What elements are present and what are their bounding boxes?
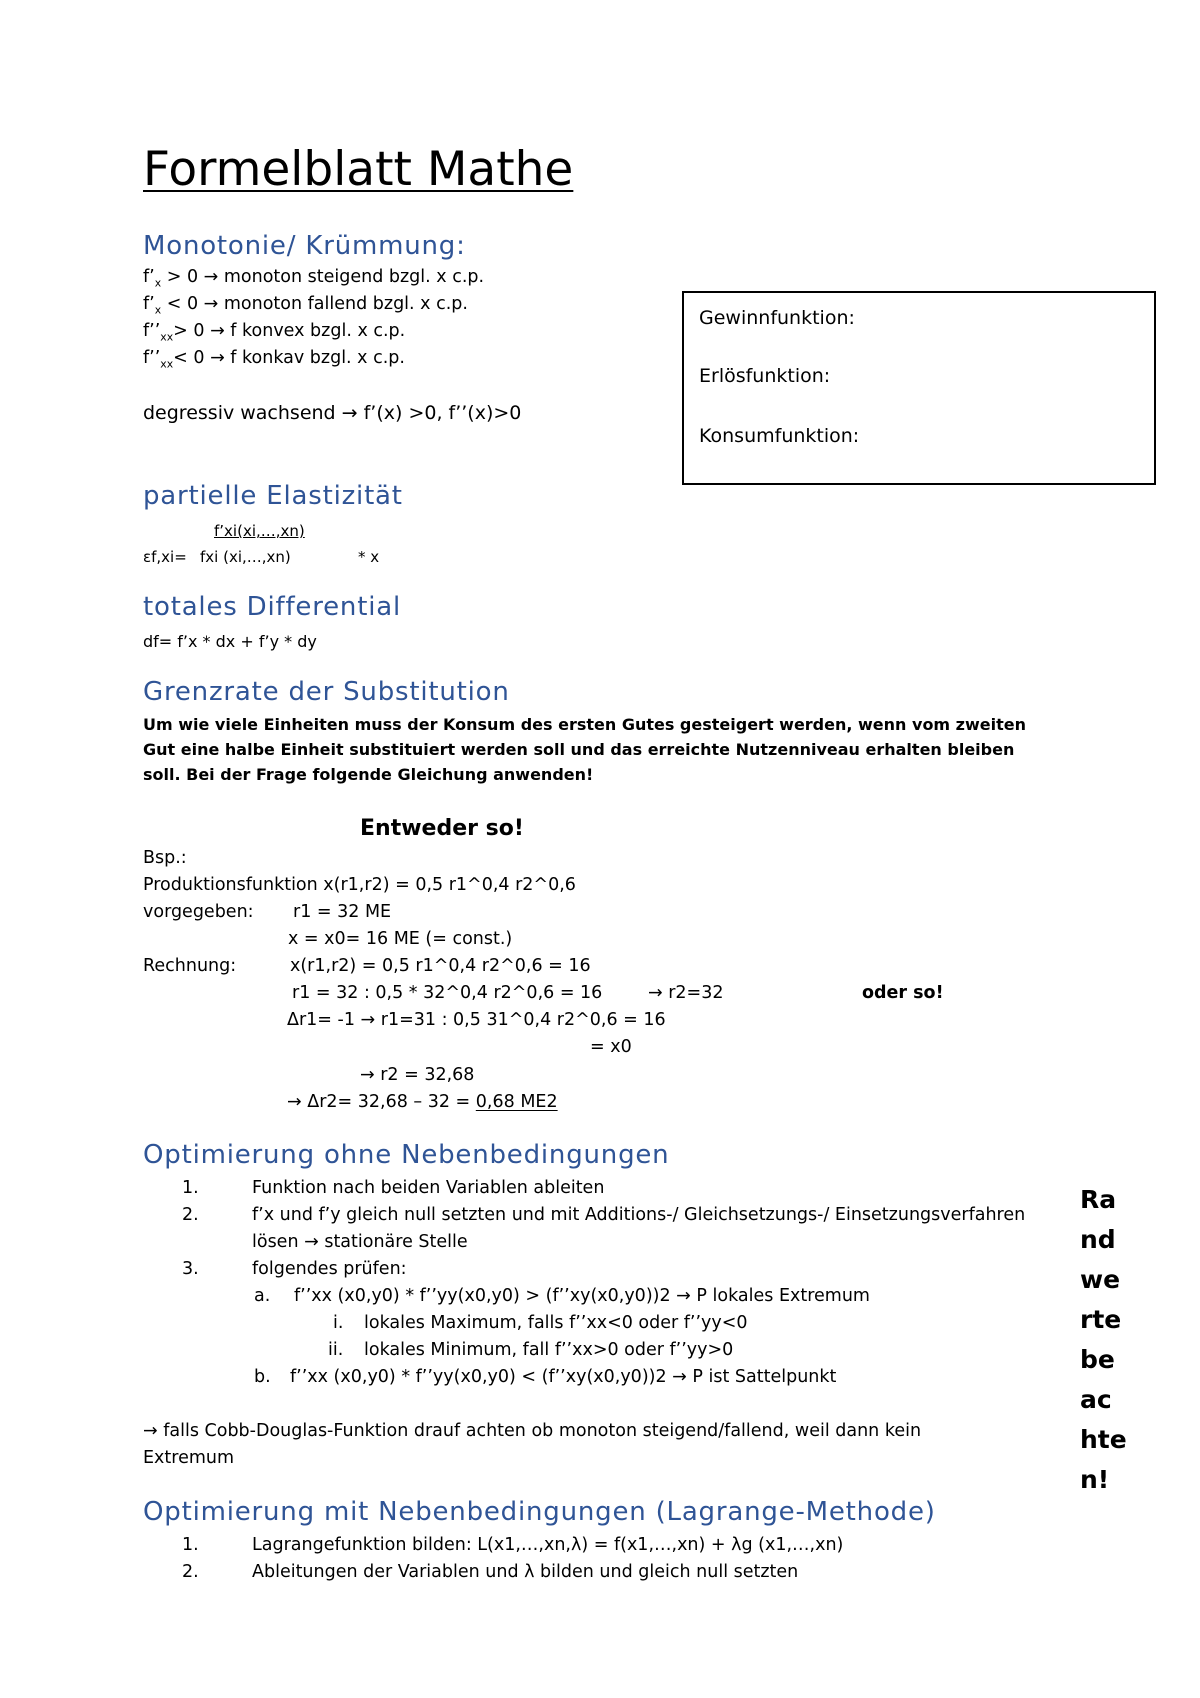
cobb-douglas-note: → falls Cobb-Douglas-Funktion drauf achten ob monoton steigend/fallend, weil dann kein <box>143 1421 922 1441</box>
elastizitaet-label: εf,xi= <box>143 548 187 566</box>
monotonie-line-1: $f’_x > 0$ → monoton steigend bzgl. x c.p. <box>143 267 485 290</box>
elastizitaet-denominator: fxi (xi,…,xn) <box>200 548 291 566</box>
grenzrate-paragraph: Um wie viele Einheiten muss der Konsum des ersten Gutes gesteigert werden, wenn vom zweiten Gut eine halbe Einheit substituiert werden soll und das erreichte Nutzenniveau erhalten bleiben soll. Bei der Frage folgende Gleichung anwenden! <box>143 715 1026 784</box>
oder-so: oder so! <box>862 983 944 1003</box>
sub-a-text: f’’xx (x0,y0) * f’’yy(x0,y0) > (f’’xy(x0,y0))2 → P lokales Extremum <box>294 1286 870 1306</box>
rechnung-line-3: Δr1= -1 → r1=31 : 0,5 31^0,4 r2^0,6 = 16 <box>287 1010 666 1030</box>
heading-monotonie: Monotonie/ Krümmung: <box>143 231 466 261</box>
sub-ii-text: lokales Minimum, fall f’’xx>0 oder f’’yy>0 <box>364 1340 734 1360</box>
sub-b-text: f’’xx (x0,y0) * f’’yy(x0,y0) < (f’’xy(x0,y0))2 → P ist Sattelpunkt <box>290 1367 837 1387</box>
degressiv-line: degressiv wachsend → f’(x) >0, f’’(x)>0 <box>143 402 522 424</box>
erloesfunktion-label: Erlösfunktion: <box>699 365 831 387</box>
heading-elastizitaet: partielle Elastizität <box>143 481 403 511</box>
mit-nb-item-1: 1. Lagrangefunktion bilden: L(x1,…,xn,λ) = f(x1,…,xn) + λg (x1,…,xn) <box>182 1535 844 1555</box>
randwerte-note: Ra nd we rte be ac hte n! <box>1080 1185 1127 1494</box>
heading-differential: totales Differential <box>143 592 401 622</box>
monotonie-line-2: $f’_x < 0$ → monoton fallend bzgl. x c.p. <box>143 294 468 317</box>
rechnung-label: Rechnung: <box>143 956 237 976</box>
rechnung-line-1: x(r1,r2) = 0,5 r1^0,4 r2^0,6 = 16 <box>290 956 591 976</box>
sub-i-label: i. <box>333 1313 344 1333</box>
monotonie-line-4: $f’’_{xx}< 0 \to f$ konkav bzgl. x c.p. <box>143 348 405 371</box>
ohne-nb-item-2b: lösen → stationäre Stelle <box>252 1232 468 1252</box>
vorgegeben-value: r1 = 32 ME <box>293 902 392 922</box>
ohne-nb-item-3: 3. folgendes prüfen: <box>182 1259 407 1279</box>
monotonie-line-3: $f’’_{xx}> 0 \to f$ konvex bzgl. x c.p. <box>143 321 406 344</box>
heading-mit-nb: Optimierung mit Nebenbedingungen (Lagrange-Methode) <box>143 1497 936 1527</box>
bsp-label: Bsp.: <box>143 848 187 868</box>
vorgegeben-label: vorgegeben: <box>143 902 254 922</box>
cobb-douglas-note-2: Extremum <box>143 1448 235 1468</box>
mit-nb-item-2: 2. Ableitungen der Variablen und λ bilden und gleich null setzten <box>182 1562 799 1582</box>
ohne-nb-item-2: 2. f’x und f’y gleich null setzten und mit Additions-/ Gleichsetzungs-/ Einsetzungsverfahren <box>182 1205 1026 1225</box>
eq-x0: = x0 <box>590 1037 632 1057</box>
rechnung-line-5: → Δr2= 32,68 – 32 = 0,68 ME2 <box>287 1092 558 1112</box>
heading-grenzrate: Grenzrate der Substitution <box>143 677 510 707</box>
page-title: Formelblatt Mathe <box>143 142 574 197</box>
elastizitaet-times: * x <box>358 548 380 566</box>
rechnung-line-2: r1 = 32 : 0,5 * 32^0,4 r2^0,6 = 16 <box>292 983 603 1003</box>
functions-box <box>682 291 1156 485</box>
rechnung-line-2-right: → r2=32 <box>648 983 724 1003</box>
sub-b-label: b. <box>254 1367 271 1387</box>
sub-i-text: lokales Maximum, falls f’’xx<0 oder f’’yy<0 <box>364 1313 748 1333</box>
heading-ohne-nb: Optimierung ohne Nebenbedingungen <box>143 1140 670 1170</box>
ohne-nb-item-1: 1. Funktion nach beiden Variablen ableiten <box>182 1178 605 1198</box>
elastizitaet-numerator: f’xi(xi,…,xn) <box>214 522 305 540</box>
differential-formula: df= f’x * dx + f’y * dy <box>143 632 317 651</box>
sub-ii-label: ii. <box>328 1340 344 1360</box>
entweder-so: Entweder so! <box>360 816 524 841</box>
produktionsfunktion: Produktionsfunktion x(r1,r2) = 0,5 r1^0,4 r2^0,6 <box>143 875 576 895</box>
rechnung-line-4: → r2 = 32,68 <box>360 1065 475 1085</box>
sub-a-label: a. <box>254 1286 271 1306</box>
rechnung-result: 0,68 ME2 <box>475 1092 558 1112</box>
konsumfunktion-label: Konsumfunktion: <box>699 425 860 447</box>
gewinnfunktion-label: Gewinnfunktion: <box>699 307 855 329</box>
x-const-line: x = x0= 16 ME (= const.) <box>288 929 513 949</box>
